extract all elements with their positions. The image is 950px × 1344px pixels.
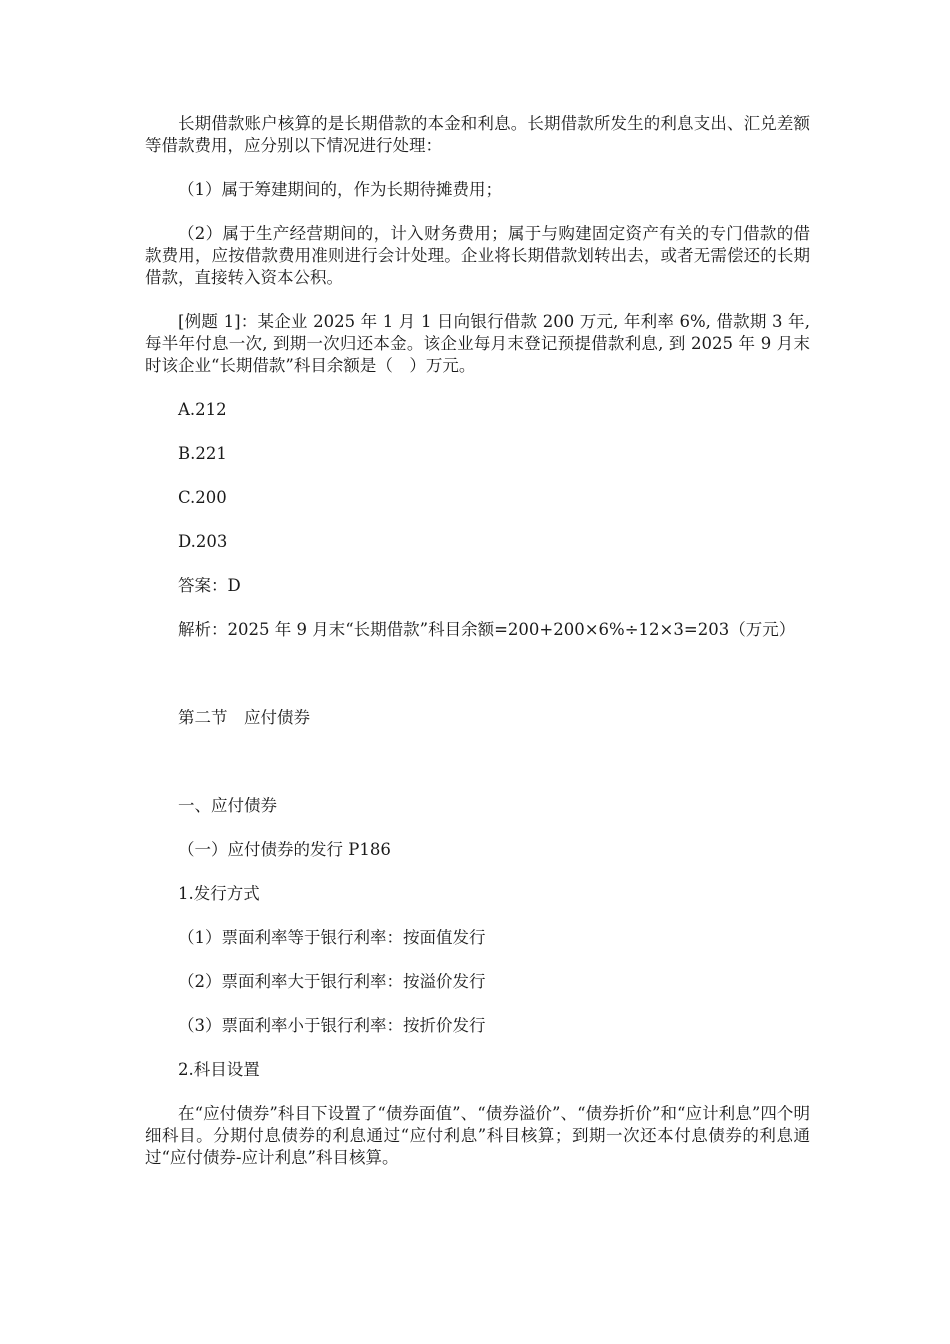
answer: 答案：D [178,576,241,595]
paragraph-account-setup: 在“应付债券”科目下设置了“债券面值”、“债券溢价”、“债券折价”和“应计利息”四个明细科目。分期付息债券的利息通过“应付利息”科目核算；到期一次还本付息债券的利息通过“应付债券-应计利息”科目核算。 [145,1104,810,1167]
case-par-value: （1）票面利率等于银行利率：按面值发行 [178,928,486,947]
example-question: [例题 1]：某企业 2025 年 1 月 1 日向银行借款 200 万元, 年利率 6%, 借款期 3 年, 每半年付息一次, 到期一次归还本金。该企业每月末登记预提借款利息, 到 2025 年 9 月末时该企业“长期借款”科目余额是（ ）万元。 [145,312,810,375]
document-page [145,113,810,1169]
analysis: 解析：2025 年 9 月末“长期借款”科目余额=200+200×6%÷12×3=203（万元） [178,620,796,639]
item-account-setup: 2.科目设置 [178,1060,260,1079]
paragraph-long-term-loan: 长期借款账户核算的是长期借款的本金和利息。长期借款所发生的利息支出、汇兑差额等借款费用，应分别以下情况进行处理： [145,114,810,155]
paragraph-item-2: （2）属于生产经营期间的，计入财务费用；属于与购建固定资产有关的专门借款的借款费用，应按借款费用准则进行会计处理。企业将长期借款划转出去，或者无需偿还的长期借款，直接转入资本公积。 [145,224,810,287]
subheading-issuance: （一）应付债券的发行 P186 [178,840,391,859]
option-a: A.212 [178,400,227,419]
option-b: B.221 [178,444,227,463]
option-c: C.200 [178,488,227,507]
section-title: 第二节 应付债券 [178,708,310,727]
paragraph-item-1: （1）属于筹建期间的，作为长期待摊费用； [178,180,502,199]
heading-bonds-payable: 一、应付债券 [178,796,277,815]
case-premium: （2）票面利率大于银行利率：按溢价发行 [178,972,486,991]
case-discount: （3）票面利率小于银行利率：按折价发行 [178,1016,486,1035]
item-issuance-method: 1.发行方式 [178,884,260,903]
option-d: D.203 [178,532,228,551]
